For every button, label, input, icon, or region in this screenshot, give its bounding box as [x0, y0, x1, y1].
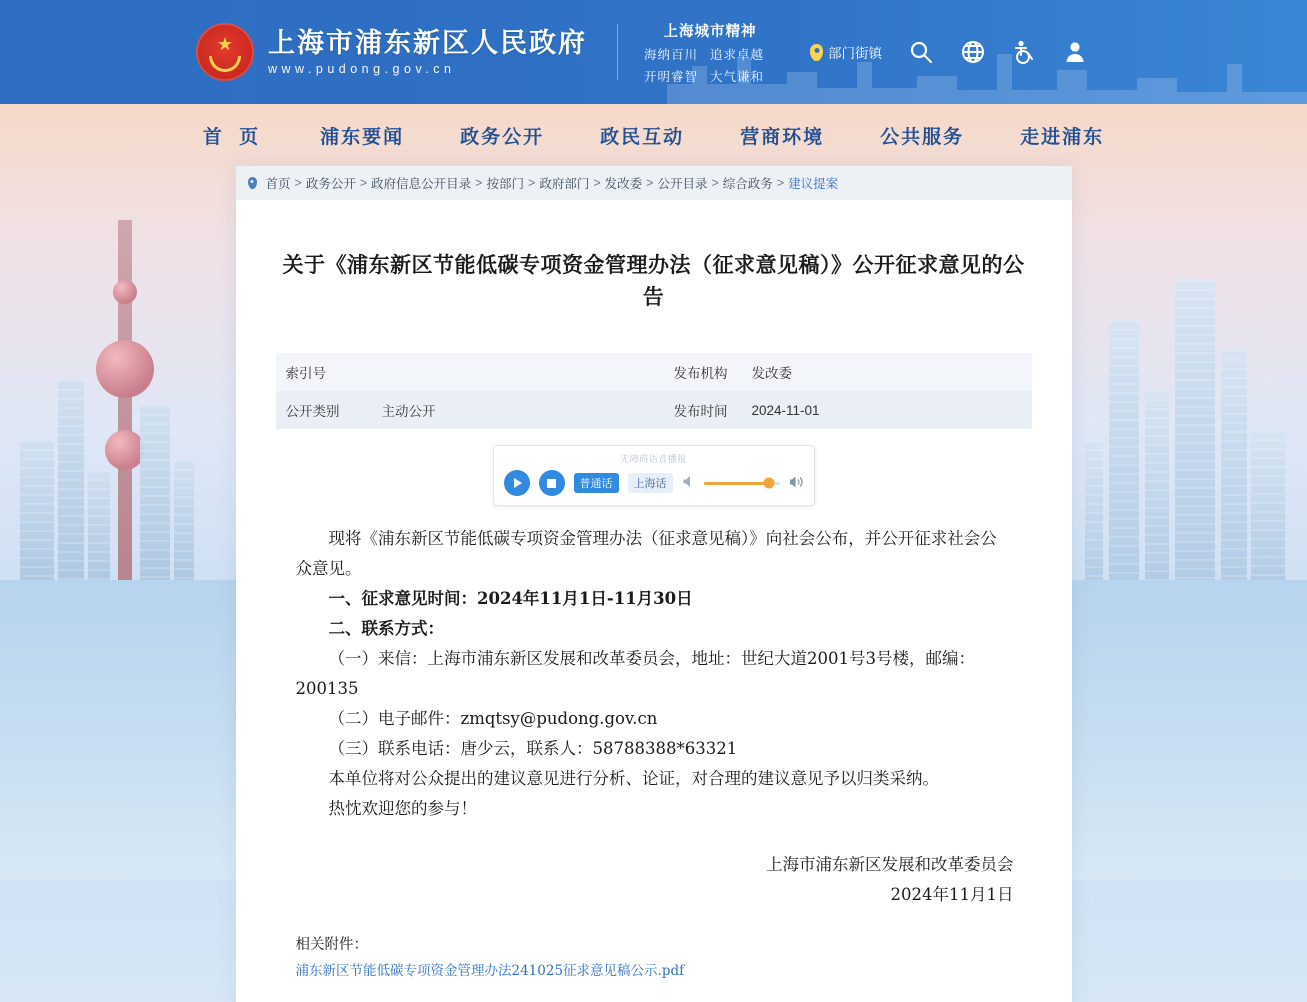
- city-spirit-word-2: 追求卓越: [710, 47, 765, 62]
- site-brand-url: www.pudong.gov.cn: [268, 62, 456, 77]
- document-meta-table: [276, 353, 1032, 429]
- body-paragraph-3: 二、联系方式：: [328, 619, 444, 639]
- breadcrumb-sep: >: [294, 176, 302, 190]
- breadcrumb-item-2[interactable]: 政府信息公开目录: [371, 177, 472, 191]
- nav-item-government-affairs[interactable]: 政务公开: [460, 126, 545, 148]
- body-paragraph-1: 现将《浦东新区节能低碳专项资金管理办法（征求意见稿）》向社会公布，并公开征求社会公众意见。: [295, 529, 997, 579]
- user-icon[interactable]: [1062, 39, 1088, 65]
- meta-label-disclosure-type: 公开类别: [285, 404, 340, 420]
- breadcrumb-item-3[interactable]: 按部门: [486, 177, 524, 191]
- building: [1085, 440, 1103, 580]
- content-card: [236, 166, 1072, 1002]
- speaker-mute-icon[interactable]: [682, 475, 695, 491]
- building: [1251, 430, 1285, 580]
- location-pin-icon: [810, 44, 823, 61]
- breadcrumb-item-0[interactable]: 首页: [265, 177, 291, 191]
- meta-value-index-number: [372, 353, 622, 391]
- table-row: [276, 391, 1032, 429]
- language-tab-shanghainese[interactable]: 上海话: [628, 473, 673, 493]
- nav-item-home[interactable]: 首 页: [202, 126, 265, 148]
- body-paragraph-7: 本单位将对公众提出的建议意见进行分析、论证，对合理的建议意见予以归类采纳。: [328, 769, 939, 789]
- department-street-link[interactable]: [810, 42, 882, 62]
- nav-item-business-environment[interactable]: 营商环境: [740, 126, 825, 148]
- speaker-icon[interactable]: [789, 475, 804, 492]
- meta-value-disclosure-type: 主动公开: [381, 404, 436, 420]
- breadcrumb-sep: >: [646, 176, 654, 190]
- body-paragraph-4: （一）来信：上海市浦东新区发展和改革委员会，地址：世纪大道2001号3号楼，邮编：200135: [295, 649, 975, 699]
- attachment-link[interactable]: 浦东新区节能低碳专项资金管理办法241025征求意见稿公示.pdf: [295, 963, 685, 980]
- audio-player: [493, 445, 815, 506]
- building: [1221, 350, 1247, 580]
- page-title: 关于《浦东新区节能低碳专项资金管理办法（征求意见稿）》公开征求意见的公告: [282, 254, 1025, 309]
- globe-icon[interactable]: [960, 39, 986, 65]
- stop-button[interactable]: [539, 470, 565, 496]
- breadcrumb-item-4[interactable]: 政府部门: [539, 177, 590, 191]
- accessibility-icon[interactable]: [1012, 39, 1036, 65]
- department-street-label: 部门街镇: [828, 46, 883, 61]
- audio-player-controls: [504, 470, 804, 496]
- breadcrumb-sep: >: [711, 176, 719, 190]
- document-signature: [236, 850, 1072, 910]
- building: [20, 440, 54, 580]
- meta-label-publish-date: 发布时间: [673, 404, 728, 420]
- breadcrumb-sep: >: [475, 176, 483, 190]
- stop-icon: [547, 479, 556, 488]
- breadcrumb-item-5[interactable]: 发改委: [604, 177, 643, 191]
- site-brand-title: 上海市浦东新区人民政府: [268, 27, 587, 58]
- breadcrumb-item-6[interactable]: 公开目录: [657, 177, 708, 191]
- city-spirit-line-2: [644, 67, 776, 85]
- breadcrumb-item-8[interactable]: 建议提案: [788, 177, 839, 191]
- body-paragraph-6: （三）联系电话：唐少云，联系人：58788388*63321: [328, 739, 738, 759]
- meta-label-publisher: 发布机构: [673, 366, 728, 382]
- tower-sphere-small: [113, 280, 137, 304]
- meta-value-publisher: 发改委: [751, 366, 792, 382]
- nav-item-pudong-news[interactable]: 浦东要闻: [320, 126, 405, 148]
- breadcrumb-item-1[interactable]: 政务公开: [305, 177, 356, 191]
- volume-slider[interactable]: [704, 482, 780, 485]
- breadcrumb-pin-icon: [248, 177, 257, 189]
- attachment-section: [296, 932, 1012, 1002]
- breadcrumb-item-7[interactable]: 综合政务: [722, 177, 773, 191]
- building: [1175, 280, 1215, 580]
- attachment-label: 相关附件：: [295, 937, 368, 954]
- city-spirit-word-1: 海纳百川: [644, 47, 699, 62]
- nav-item-citizen-interaction[interactable]: 政民互动: [600, 126, 685, 148]
- building: [1109, 320, 1139, 580]
- building: [1145, 390, 1169, 580]
- emblem-star-icon: ★: [217, 36, 233, 53]
- volume-slider-handle[interactable]: [763, 478, 774, 489]
- play-icon: [514, 478, 522, 488]
- city-spirit-word-4: 大气谦和: [710, 69, 765, 84]
- breadcrumb-sep: >: [359, 176, 368, 190]
- tower-sphere-large: [96, 340, 154, 398]
- main-nav: [0, 104, 1307, 166]
- breadcrumb-sep: >: [776, 176, 785, 190]
- oriental-pearl-tower: [118, 220, 132, 580]
- table-row: [276, 353, 1032, 391]
- meta-value-publish-date: 2024-11-01: [751, 402, 820, 418]
- meta-label-index-number: 索引号: [285, 366, 326, 382]
- search-icon[interactable]: [908, 39, 934, 65]
- signature-organization: 上海市浦东新区发展和改革委员会: [766, 855, 1014, 875]
- national-emblem-icon: [196, 23, 254, 81]
- play-button[interactable]: [504, 470, 530, 496]
- breadcrumb-sep: >: [528, 176, 536, 190]
- building: [58, 380, 84, 580]
- language-tab-mandarin[interactable]: 普通话: [574, 473, 619, 493]
- document-body: [296, 524, 1012, 824]
- building: [88, 470, 110, 580]
- nav-item-public-service[interactable]: 公共服务: [880, 126, 965, 148]
- site-header: [0, 0, 1307, 104]
- city-spirit-block: [644, 20, 776, 85]
- city-spirit-line-1: [644, 45, 776, 63]
- signature-date: 2024年11月1日: [890, 885, 1014, 905]
- emblem-gear-icon: [209, 56, 241, 72]
- site-brand: [268, 28, 587, 76]
- body-paragraph-2: 一、征求意见时间：2024年11月1日-11月30日: [328, 589, 693, 609]
- building: [174, 460, 194, 580]
- building: [140, 405, 170, 580]
- header-divider: [617, 24, 618, 80]
- city-spirit-word-3: 开明睿智: [644, 69, 699, 84]
- breadcrumb-sep: >: [593, 176, 601, 190]
- audio-player-title: 无障碍语音播报: [620, 454, 687, 465]
- city-spirit-title: 上海城市精神: [663, 23, 757, 40]
- breadcrumb: [236, 166, 1072, 200]
- nav-item-about-pudong[interactable]: 走进浦东: [1020, 126, 1105, 148]
- header-tools: [810, 39, 1088, 65]
- body-paragraph-5: （二）电子邮件：zmqtsy@pudong.gov.cn: [328, 709, 658, 729]
- tower-sphere-mid: [105, 430, 145, 470]
- volume-slider-fill: [704, 482, 769, 485]
- body-paragraph-8: 热忱欢迎您的参与！: [328, 799, 477, 819]
